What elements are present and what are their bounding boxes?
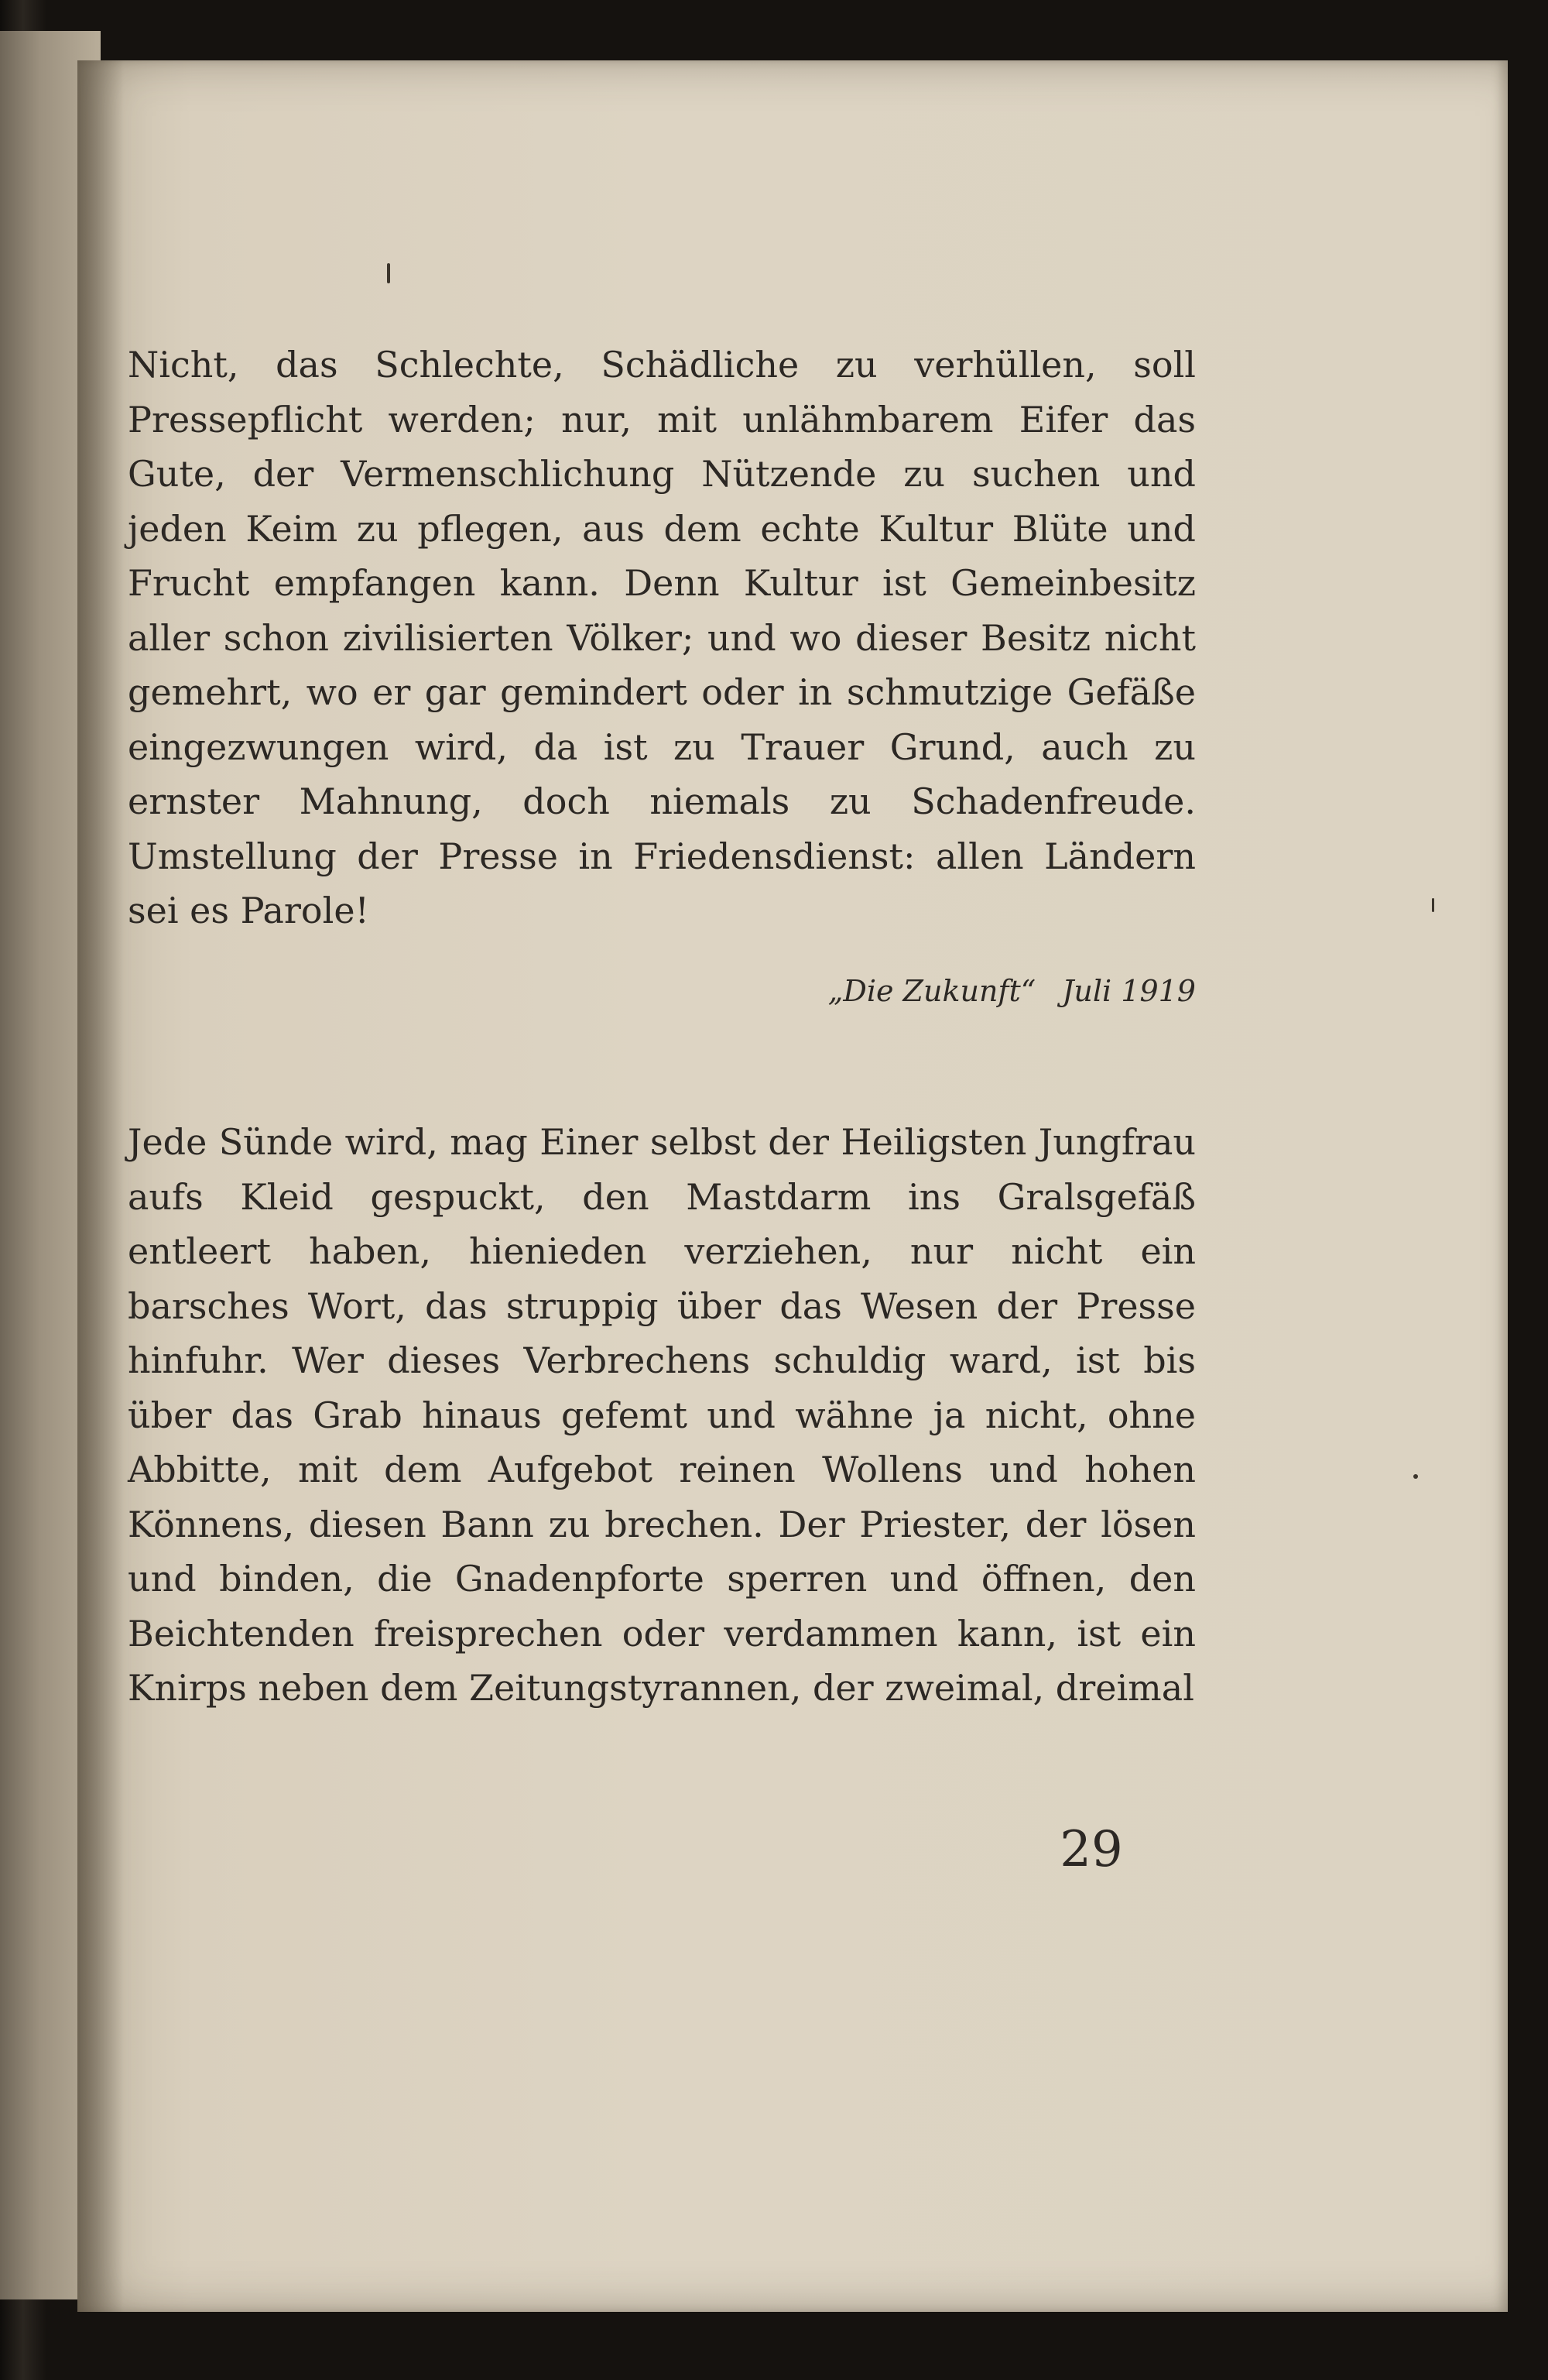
attribution-date: Juli 1919 (1062, 974, 1196, 1008)
dust-speck (1432, 898, 1434, 912)
attribution-source: „Die Zukunft“ (827, 974, 1036, 1008)
page-number: 29 (1060, 1821, 1123, 1878)
dust-speck (1413, 1474, 1418, 1479)
attribution (813, 974, 1196, 1008)
gutter-shadow (77, 60, 124, 2312)
dust-speck (387, 263, 390, 283)
paragraph-1: Nicht, das Schlechte, Schädliche zu verhüllen, soll Pressepflicht werden; nur, mit unlähmbarem Eifer das Gute, der Vermenschlichung Nützende zu suchen und jeden Keim zu pflegen, aus dem echte Kultur Blüte und Frucht empfangen kann. Denn Kultur ist Gemeinbesitz aller schon zivilisierten Völker; und wo dieser Besitz nicht gemehrt, wo er gar gemindert oder in schmutzige Gefäße eingezwungen wird, da ist zu Trauer Grund, auch zu ernster Mahnung, doch niemals zu Schadenfreude. Umstellung der Presse in Friedensdienst: allen Ländern sei es Parole! (128, 344, 1196, 931)
paragraph-2: Jede Sünde wird, mag Einer selbst der Heiligsten Jungfrau aufs Kleid gespuckt, den Mastdarm ins Gralsgefäß entleert haben, hienieden verziehen, nur nicht ein barsches Wort, das struppig über das Wesen der Presse hinfuhr. Wer dieses Verbrechens schuldig ward, ist bis über das Grab hinaus gefemt und wähne ja nicht, ohne Abbitte, mit dem Aufgebot reinen Wollens und hohen Könnens, diesen Bann zu brechen. Der Priester, der lösen und binden, die Gnadenpforte sperren und öffnen, den Beichtenden freisprechen oder verdammen kann, ist ein Knirps neben dem Zeitungstyrannen, der zweimal, dreimal (128, 1121, 1196, 1709)
